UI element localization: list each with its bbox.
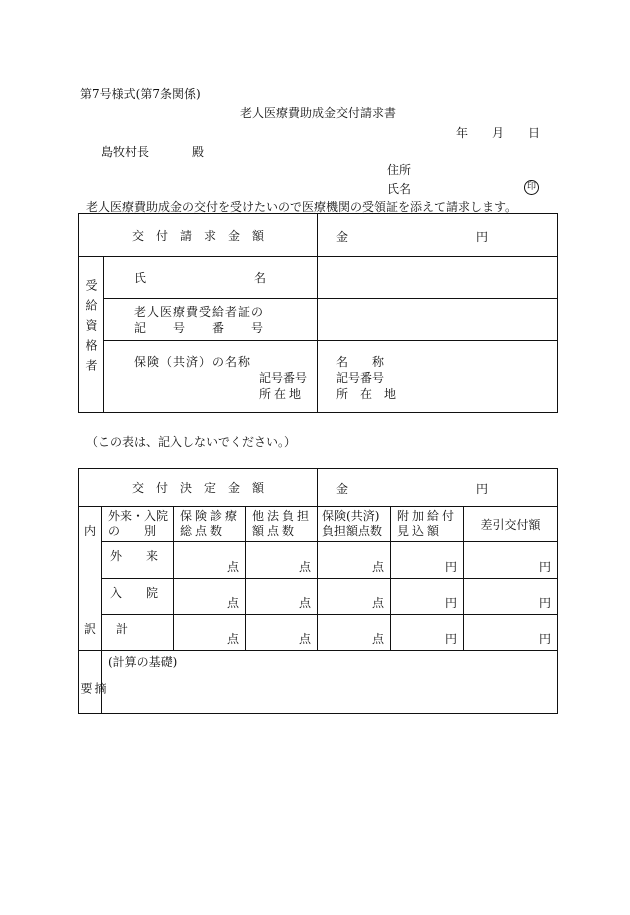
unit-points: 点 xyxy=(226,560,239,574)
unit-points: 点 xyxy=(299,596,312,610)
insurance-number-label: 記号番号 xyxy=(259,371,308,385)
insurance-value-cell[interactable] xyxy=(318,341,558,413)
row-inpatient-label xyxy=(102,579,174,615)
cell-total-other-law-points[interactable] xyxy=(246,615,318,651)
cell-total-additional-benefit[interactable] xyxy=(391,615,464,651)
breakdown-label-top: 内 xyxy=(84,523,97,538)
insurance-address-label: 所在地 xyxy=(259,387,305,401)
insurance-name-label: 保険（共済）の名称 xyxy=(134,355,252,369)
header-visit-type-line1: 外来・入院 xyxy=(108,509,169,523)
unit-points: 点 xyxy=(226,632,239,646)
cell-total-insurer-burden[interactable] xyxy=(318,615,391,651)
cell-inpatient-insurer-burden[interactable] xyxy=(318,579,391,615)
unit-yen: 円 xyxy=(445,560,458,574)
cell-outpatient-insurer-burden[interactable] xyxy=(318,542,391,579)
unit-yen: 円 xyxy=(539,560,552,574)
unit-points: 点 xyxy=(299,560,312,574)
row-total-label xyxy=(102,615,174,651)
unit-points: 点 xyxy=(372,632,385,646)
unit-yen: 円 xyxy=(445,632,458,646)
insurer-name-label: 名 称 xyxy=(336,355,385,369)
request-amount-label: 交 付 請 求 金 額 xyxy=(132,228,265,243)
header-additional-benefit xyxy=(391,507,464,542)
decided-amount-label-cell xyxy=(79,469,318,507)
unit-points: 点 xyxy=(299,632,312,646)
header-net-amount-label: 差引交付額 xyxy=(480,517,541,532)
row-label-text: 計 xyxy=(116,622,129,636)
unit-yen: 円 xyxy=(445,596,458,610)
insurer-number-label: 記号番号 xyxy=(336,371,385,385)
row-label-text: 外 来 xyxy=(110,549,159,563)
seal-mark: 印 xyxy=(524,180,539,195)
form-number: 第7号様式(第7条関係) xyxy=(80,87,201,101)
recipient-name-value[interactable] xyxy=(318,257,558,299)
cell-total-insurance-points[interactable] xyxy=(174,615,246,651)
unit-points: 点 xyxy=(226,596,239,610)
certificate-label-line2: 記 号 番 号 xyxy=(134,320,265,335)
request-text: 老人医療費助成金の交付を受けたいので医療機関の受領証を添えて請求します。 xyxy=(86,200,518,214)
certificate-label-cell xyxy=(104,299,318,341)
header-other-law-points-line2: 額点数 xyxy=(252,524,298,538)
decided-amount-unit: 円 xyxy=(476,482,489,496)
header-insurer-burden-line1: 保険(共済) xyxy=(322,509,380,523)
date-day-label: 日 xyxy=(528,126,541,140)
request-amount-prefix: 金 xyxy=(336,230,349,244)
cell-inpatient-insurance-points[interactable] xyxy=(174,579,246,615)
header-additional-benefit-line1: 附加給付 xyxy=(397,509,458,523)
unit-yen: 円 xyxy=(539,632,552,646)
request-amount-label-cell xyxy=(79,214,318,257)
name-label: 氏名 xyxy=(387,182,412,196)
recipient-name-label: 氏 名 xyxy=(134,271,267,285)
summary-label-cell xyxy=(79,651,107,714)
header-insurance-points-line2: 総点数 xyxy=(180,524,226,538)
cell-outpatient-additional-benefit[interactable] xyxy=(391,542,464,579)
decided-amount-label: 交 付 決 定 金 額 xyxy=(132,481,265,495)
header-insurance-points-line1: 保険診療 xyxy=(180,509,241,523)
table-row xyxy=(79,579,558,615)
insurer-address-label: 所 在 地 xyxy=(336,387,397,401)
address-label: 住所 xyxy=(387,163,412,177)
header-net-amount xyxy=(464,507,558,542)
row-label-text: 入 院 xyxy=(110,586,159,600)
cell-outpatient-net-amount[interactable] xyxy=(464,542,558,579)
breakdown-label-cell xyxy=(79,507,102,651)
certificate-number-value[interactable] xyxy=(318,299,558,341)
header-other-law-points-line1: 他法負担 xyxy=(252,509,313,523)
form-title: 老人医療費助成金交付請求書 xyxy=(240,106,397,120)
cell-outpatient-other-law-points[interactable] xyxy=(246,542,318,579)
addressee: 島牧村長 xyxy=(101,145,150,159)
header-insurer-burden-line2: 負担額点数 xyxy=(322,524,383,538)
cell-inpatient-net-amount[interactable] xyxy=(464,579,558,615)
cell-inpatient-other-law-points[interactable] xyxy=(246,579,318,615)
recipient-name-label-cell xyxy=(104,257,318,299)
honorific: 殿 xyxy=(192,145,205,159)
request-amount-cell[interactable] xyxy=(318,214,558,257)
decision-table xyxy=(78,468,558,714)
date-month-label: 月 xyxy=(492,126,505,140)
cell-outpatient-insurance-points[interactable] xyxy=(174,542,246,579)
header-other-law-points xyxy=(246,507,318,542)
header-insurance-points xyxy=(174,507,246,542)
row-outpatient-label xyxy=(102,542,174,579)
unit-points: 点 xyxy=(372,596,385,610)
calculation-basis-note: (計算の基礎) xyxy=(108,655,178,669)
office-use-note: （この表は、記入しないでください。） xyxy=(86,435,297,449)
certificate-label-line1: 老人医療費受給者証の xyxy=(134,304,265,319)
request-amount-unit: 円 xyxy=(476,230,489,244)
header-additional-benefit-line2: 見込額 xyxy=(397,524,443,538)
cell-inpatient-additional-benefit[interactable] xyxy=(391,579,464,615)
request-table xyxy=(78,213,558,413)
unit-yen: 円 xyxy=(539,596,552,610)
cell-total-net-amount[interactable] xyxy=(464,615,558,651)
header-visit-type-line2: の 別 xyxy=(108,524,157,538)
header-visit-type xyxy=(102,507,174,542)
header-insurer-burden-points xyxy=(318,507,391,542)
unit-points: 点 xyxy=(372,560,385,574)
date-year-label: 年 xyxy=(456,126,469,140)
decided-amount-cell[interactable] xyxy=(318,469,558,507)
decided-amount-prefix: 金 xyxy=(336,482,349,496)
table-row xyxy=(79,615,558,651)
summary-label: 摘要 xyxy=(79,682,107,704)
breakdown-label-bottom: 訳 xyxy=(84,621,97,636)
insurance-label-cell xyxy=(104,341,318,413)
table-row xyxy=(79,542,558,579)
summary-cell[interactable] xyxy=(102,651,558,714)
recipient-section-label: 受給資格者 xyxy=(84,279,98,379)
recipient-section-label-cell xyxy=(79,257,104,413)
